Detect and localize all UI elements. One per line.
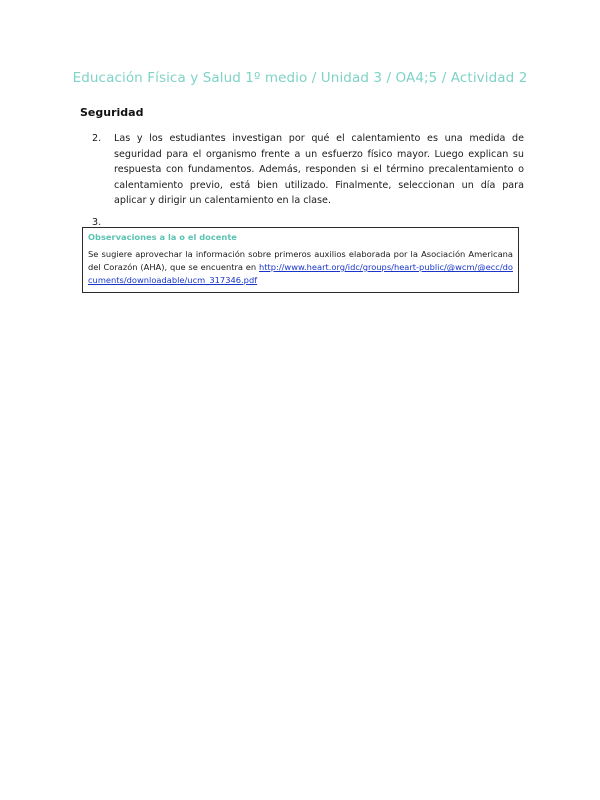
observations-text [88,248,513,287]
activity-list [92,131,524,237]
list-item-number: 3. [92,216,102,228]
section-title: Seguridad [80,106,144,119]
list-item [92,131,524,209]
list-item-number: 2. [92,133,102,144]
list-item-text: Las y los estudiantes investigan por qué el calentamiento es una medida de seguridad para el organismo frente a un esfuerzo físico mayor. Luego explican su respuesta con fundamentos. Además, responden si el término precalentamiento o calentamiento previo, está bien utilizado. Finalmente, seleccionan un día para aplicar y dirigir un calentamiento en la clase. [114,133,524,207]
aha-link[interactable]: http://www.heart.org/idc/groups/heart-public/@wcm/@ecc/documents/downloadable/ucm_317346.pdf [88,262,513,285]
observations-title: Observaciones a la o el docente [88,232,237,242]
observations-body: Se sugiere aprovechar la información sobre primeros auxilios elaborada por la Asociación Americana del Corazón (AHA), que se encuentra en [88,249,513,272]
observations-box [82,227,519,293]
page-header: Educación Física y Salud 1º medio / Unidad 3 / OA4;5 / Actividad 2 [72,70,528,86]
